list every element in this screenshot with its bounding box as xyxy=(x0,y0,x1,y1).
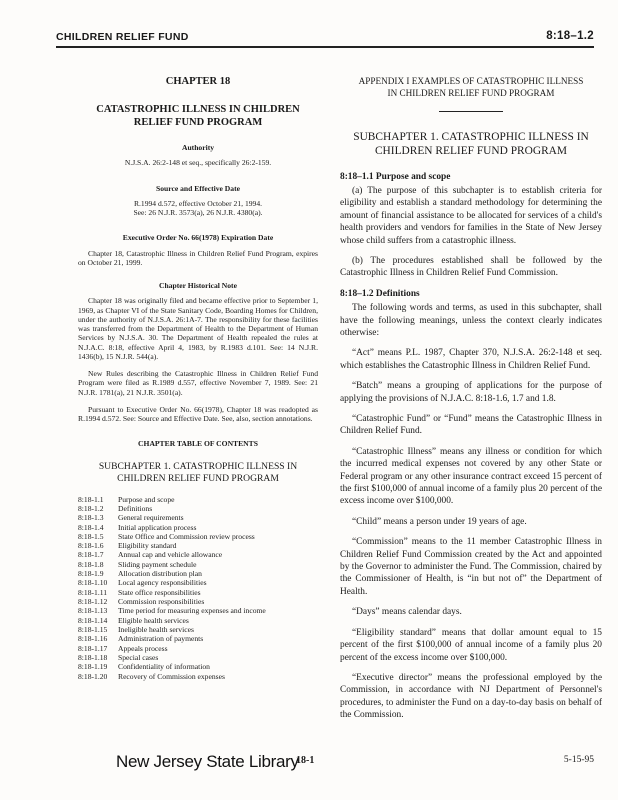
toc-section-title: Appeals process xyxy=(118,643,168,653)
library-watermark: New Jersey State Library xyxy=(116,752,299,771)
toc-section-number: 8:18-1.3 xyxy=(78,513,104,523)
subchapter-title-line-2: CHILDREN RELIEF FUND PROGRAM xyxy=(374,145,568,158)
left-column xyxy=(78,76,318,681)
toc-section-number: 8:18-1.20 xyxy=(78,671,108,681)
toc-section-number: 8:18-1.8 xyxy=(78,559,104,569)
authority-text: N.J.S.A. 26:2-148 et seq., specifically 26:2-159. xyxy=(124,158,272,168)
purpose-paragraph-b: (b) The procedures established shall be followed by the Catastrophic Illness in Children Relief Fund Commission. xyxy=(340,255,602,279)
toc-section-number: 8:18-1.4 xyxy=(78,522,104,532)
chapter-number: CHAPTER 18 xyxy=(165,76,231,87)
toc-row xyxy=(78,662,266,671)
table-of-contents xyxy=(78,495,266,682)
toc-section-title: Commission responsibilities xyxy=(118,597,205,607)
chapter-title xyxy=(78,103,318,129)
source-heading: Source and Effective Date xyxy=(155,183,240,193)
toc-row xyxy=(78,495,266,504)
toc-row xyxy=(78,569,266,578)
toc-heading: CHAPTER TABLE OF CONTENTS xyxy=(138,439,258,449)
toc-section-number: 8:18-1.11 xyxy=(78,587,108,597)
source-line-2: See: 26 N.J.R. 3573(a), 26 N.J.R. 4380(a). xyxy=(133,208,263,218)
toc-row xyxy=(78,597,266,606)
chapter-title-line-1: CATASTROPHIC ILLNESS IN CHILDREN xyxy=(96,103,300,115)
toc-row xyxy=(78,644,266,653)
toc-section-number: 8:18-1.16 xyxy=(78,634,108,644)
toc-row xyxy=(78,672,266,681)
toc-section-number: 8:18-1.15 xyxy=(78,625,108,635)
toc-row xyxy=(78,588,266,597)
toc-row xyxy=(78,560,266,569)
toc-section-title: Definitions xyxy=(118,503,153,513)
toc-section-number: 8:18-1.17 xyxy=(78,643,108,653)
toc-section-number: 8:18-1.18 xyxy=(78,653,108,663)
toc-section-title: Sliding payment schedule xyxy=(118,559,197,569)
historical-note-paragraph-1: Chapter 18 was originally filed and became effective prior to September 1, 1969, as Chapter VI of the State Sanitary Code, Boarding Homes for Children, under the authority of N.J.S.A. 26:1A-7. The responsibility for these facilities was transferred from the Department of Health to the Department of Human Services by N.J.S.A. 30. The Department of Health repealed the rules at N.J.A.C. 8:18, effective April 4, 1983, by R.1983 d.101. See: 14 N.J.R. 1436(b), 15 N.J.R. 544(a). xyxy=(78,296,318,361)
header-title: CHILDREN RELIEF FUND xyxy=(56,31,189,43)
toc-section-title: Annual cap and vehicle allowance xyxy=(118,550,223,560)
toc-section-title: Purpose and scope xyxy=(118,494,175,504)
toc-section-title: Special cases xyxy=(118,653,159,663)
toc-section-title: Initial application process xyxy=(118,522,197,532)
definitions-intro: The following words and terms, as used in this subchapter, shall have the following meanings, unless the context clearly indicates otherwise: xyxy=(340,303,602,338)
exec-order-text: Chapter 18, Catastrophic Illness in Children Relief Fund Program, expires on October 21, 1999. xyxy=(78,248,318,267)
definition-paragraph: “Commission” means to the 11 member Catastrophic Illness in Children Relief Fund Commission created by the Act and appointed by the Governor to administer the Fund. The Commission, chaired by the Commissioner of Health, is “in but not of” the Department of Health. xyxy=(340,537,602,597)
definition-paragraph: “Executive director” means the professional employed by the Commission, in accordance with NJ Department of Personnel's procedures, to administer the Fund on a day-to-day basis on behalf of the Commission. xyxy=(340,672,602,721)
definition-paragraph: “Catastrophic Illness” means any illness or condition for which the incurred medical expenses not covered by any other State or Federal program or any other insurance contract exceed 15 percent of the first $100,000 of annual income of a family plus 20 percent of the excess income over $100,000. xyxy=(340,446,602,507)
toc-section-number: 8:18-1.1 xyxy=(78,494,104,504)
definition-paragraph: “Eligibility standard” means that dollar amount equal to 15 percent of the first $100,000 of annual income of a family plus 20 percent of the excess income over $100,000. xyxy=(340,627,602,663)
section-heading-purpose: 8:18–1.1 Purpose and scope xyxy=(340,171,451,182)
toc-section-title: Recovery of Commission expenses xyxy=(118,671,225,681)
toc-row xyxy=(78,513,266,522)
toc-row xyxy=(78,616,266,625)
appendix-title-line-1: APPENDIX I EXAMPLES OF CATASTROPHIC ILLNESS xyxy=(358,76,584,86)
toc-row xyxy=(78,634,266,643)
toc-section-title: Confidentiality of information xyxy=(118,662,210,672)
toc-row xyxy=(78,523,266,532)
toc-section-number: 8:18-1.5 xyxy=(78,531,104,541)
running-header xyxy=(56,28,594,48)
header-section-number: 8:18–1.2 xyxy=(546,30,594,42)
toc-section-number: 8:18-1.19 xyxy=(78,662,108,672)
toc-row xyxy=(78,541,266,550)
chapter-title-line-2: RELIEF FUND PROGRAM xyxy=(133,116,263,128)
appendix-title xyxy=(340,76,602,99)
toc-row xyxy=(78,532,266,541)
definition-paragraph: “Catastrophic Fund” or “Fund” means the Catastrophic Illness in Children Relief Fund. xyxy=(340,414,602,437)
definition-paragraph: “Days” means calendar days. xyxy=(352,607,462,618)
toc-section-number: 8:18-1.12 xyxy=(78,597,108,607)
section-heading-definitions: 8:18–1.2 Definitions xyxy=(340,288,420,299)
toc-section-title: State office responsibilities xyxy=(118,587,201,597)
historical-note-paragraph-2: New Rules describing the Catastrophic Illness in Children Relief Fund Program were filed as R.1989 d.557, effective November 7, 1989. See: 21 N.J.R. 1781(a), 21 N.J.R. 3501(a). xyxy=(78,369,318,397)
toc-section-number: 8:18-1.13 xyxy=(78,606,108,616)
subchapter-title-line-1: SUBCHAPTER 1. CATASTROPHIC ILLNESS IN xyxy=(353,131,589,143)
toc-subchapter-title xyxy=(78,461,318,485)
subchapter-title xyxy=(340,130,602,159)
toc-section-number: 8:18-1.10 xyxy=(78,578,108,588)
toc-row xyxy=(78,606,266,615)
toc-section-number: 8:18-1.14 xyxy=(78,615,108,625)
toc-section-number: 8:18-1.9 xyxy=(78,569,104,579)
toc-row xyxy=(78,550,266,559)
toc-section-title: Administration of payments xyxy=(118,634,204,644)
definitions-list xyxy=(340,347,602,721)
toc-section-title: Eligible health services xyxy=(118,615,189,625)
purpose-paragraph-a: (a) The purpose of this subchapter is to establish criteria for eligibility and establish a standard methodology for determining the amount of financial assistance to be allocated for services of a child's health providers and vendors for families in the State of New Jersey whose child suffers from a catastrophic illness. xyxy=(340,185,602,246)
exec-order-heading: Executive Order No. 66(1978) Expiration Date xyxy=(122,233,274,243)
toc-section-title: Allocation distribution plan xyxy=(118,569,202,579)
toc-row xyxy=(78,578,266,587)
definition-paragraph: “Act” means P.L. 1987, Chapter 370, N.J.S.A. 26:2-148 et seq. which establishes the Catastrophic Illness in Children Relief Fund. xyxy=(340,348,602,371)
definition-paragraph: “Child” means a person under 19 years of age. xyxy=(352,516,527,527)
page-number: 18-1 xyxy=(296,755,315,766)
toc-section-title: Eligibility standard xyxy=(118,541,177,551)
historical-note-paragraph-3: Pursuant to Executive Order No. 66(1978), Chapter 18 was readopted as R.1994 d.572. See: Source and Effective Date. See, also, section annotations. xyxy=(78,404,318,424)
source-line-1: R.1994 d.572, effective October 21, 1994. xyxy=(133,198,263,208)
appendix-title-line-2: IN CHILDREN RELIEF FUND PROGRAM xyxy=(387,87,555,98)
right-column xyxy=(340,76,602,730)
toc-row xyxy=(78,504,266,513)
toc-row xyxy=(78,653,266,662)
definition-paragraph: “Batch” means a grouping of applications for the purpose of applying the provisions of N.J.A.C. 8:18-1.6, 1.7 and 1.8. xyxy=(340,381,602,404)
toc-section-number: 8:18-1.2 xyxy=(78,503,104,513)
toc-row xyxy=(78,625,266,634)
toc-subchapter-line-1: SUBCHAPTER 1. CATASTROPHIC ILLNESS IN xyxy=(98,460,298,472)
toc-section-number: 8:18-1.7 xyxy=(78,550,104,560)
toc-section-title: Time period for measuring expenses and income xyxy=(118,606,266,616)
toc-subchapter-line-2: CHILDREN RELIEF FUND PROGRAM xyxy=(117,472,279,484)
divider-rule xyxy=(439,111,503,112)
authority-heading: Authority xyxy=(181,143,215,153)
toc-section-title: General requirements xyxy=(118,513,184,523)
toc-section-title: Ineligible health services xyxy=(118,625,194,635)
toc-section-title: Local agency responsibilities xyxy=(118,578,207,588)
toc-section-title: State Office and Commission review process xyxy=(118,531,255,541)
historical-note-heading: Chapter Historical Note xyxy=(159,281,237,291)
toc-section-number: 8:18-1.6 xyxy=(78,541,104,551)
page-date: 5-15-95 xyxy=(563,755,594,765)
